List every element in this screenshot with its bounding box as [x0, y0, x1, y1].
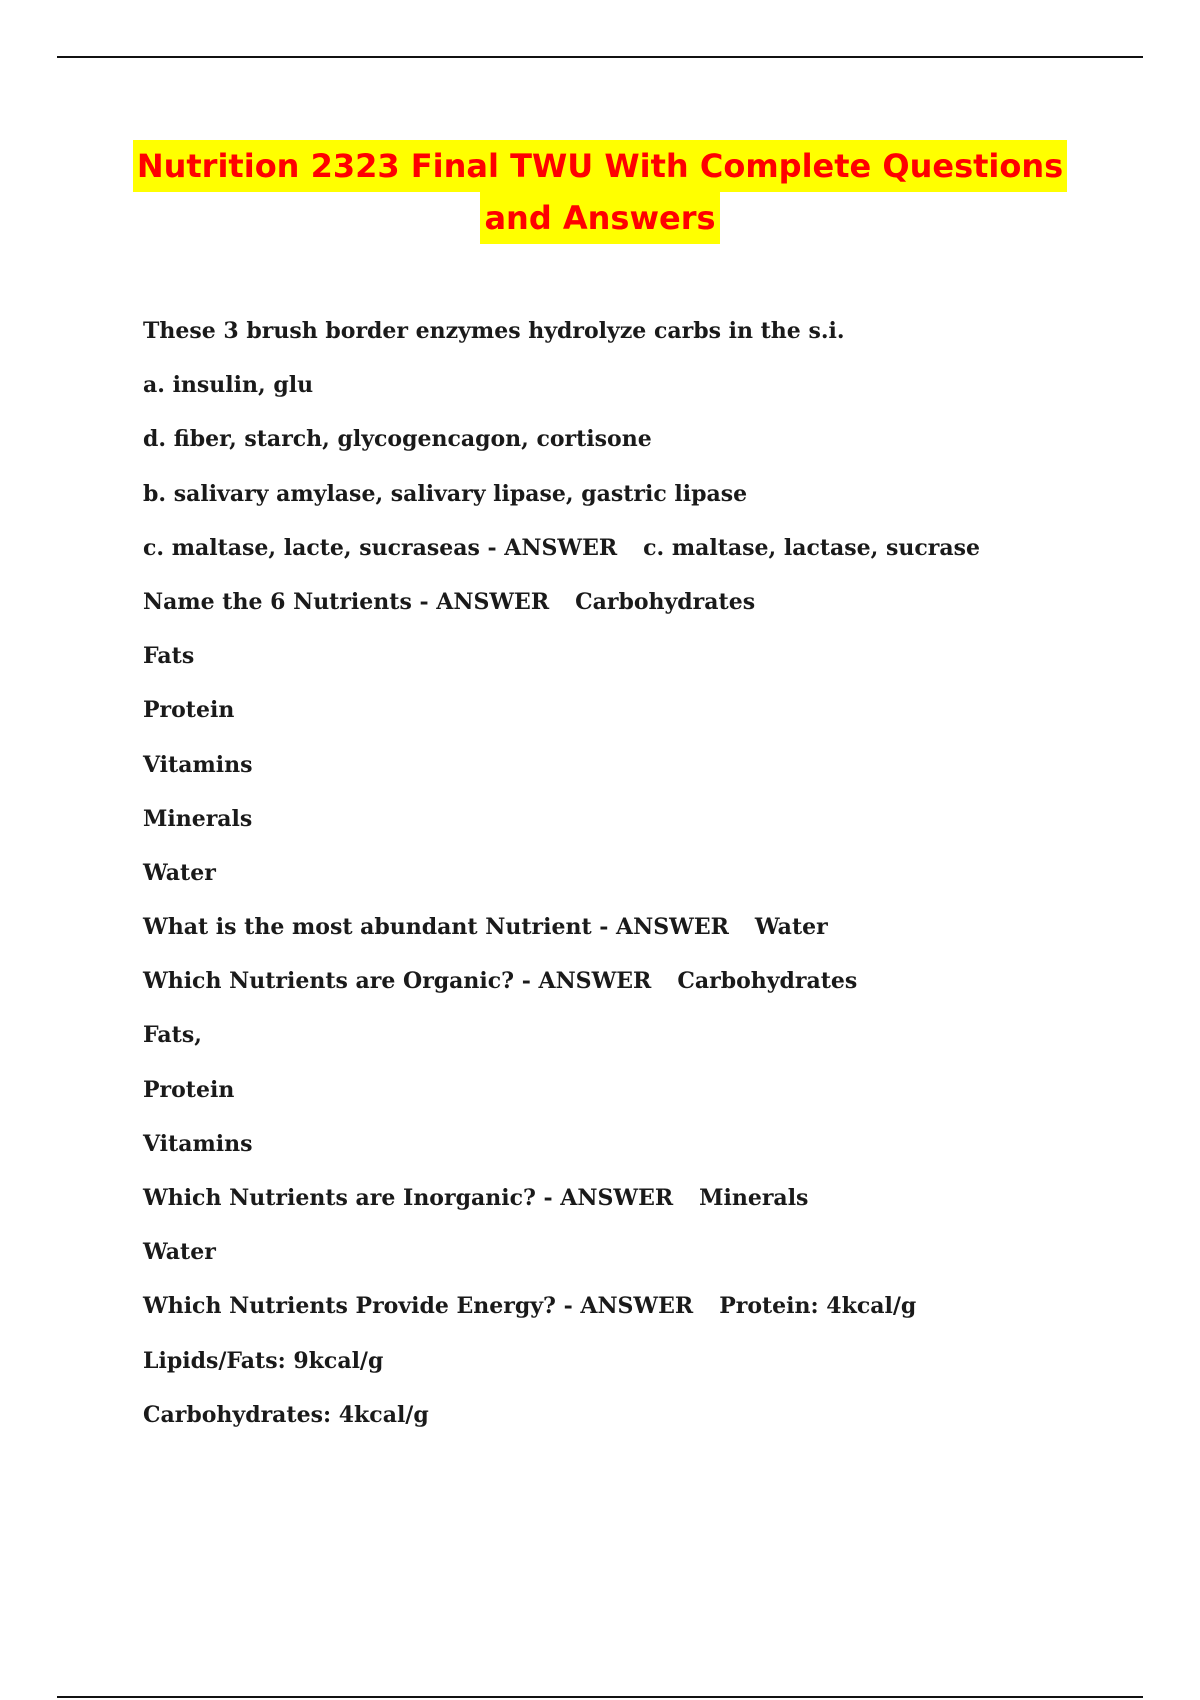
qa-line [143, 858, 1103, 912]
qa-list [143, 316, 1103, 1454]
qa-text: c. maltase, lacte, sucraseas - ANSWER [143, 534, 618, 561]
qa-line [143, 370, 1103, 424]
qa-line [143, 1075, 1103, 1129]
qa-text: Fats [143, 643, 195, 670]
title-line-2: and Answers [480, 192, 719, 244]
qa-line [143, 966, 1103, 1020]
qa-text: b. salivary amylase, salivary lipase, gastric lipase [143, 480, 748, 507]
qa-text: Vitamins [143, 751, 253, 778]
qa-line [143, 912, 1103, 966]
qa-line [143, 1129, 1103, 1183]
title-line-1: Nutrition 2323 Final TWU With Complete Questions [133, 140, 1067, 192]
qa-text: Name the 6 Nutrients - ANSWER [143, 588, 550, 615]
qa-text: Minerals [143, 805, 253, 832]
qa-line [143, 804, 1103, 858]
qa-line [143, 1183, 1103, 1237]
qa-line [143, 1237, 1103, 1291]
qa-line [143, 587, 1103, 641]
qa-answer: Protein: 4kcal/g [719, 1293, 917, 1320]
qa-answer: Minerals [699, 1185, 809, 1211]
qa-answer: Carbohydrates [575, 588, 756, 615]
qa-text: Carbohydrates: 4kcal/g [143, 1401, 429, 1428]
qa-line [143, 695, 1103, 749]
qa-text: d. fiber, starch, glycogencagon, cortisone [143, 426, 652, 453]
qa-text: Which Nutrients Provide Energy? - ANSWER [143, 1293, 694, 1320]
qa-line [143, 1400, 1103, 1454]
qa-text: Fats, [143, 1022, 202, 1049]
qa-text: Lipids/Fats: 9kcal/g [143, 1347, 384, 1374]
qa-line [143, 1291, 1103, 1345]
qa-text: Vitamins [143, 1130, 253, 1157]
qa-text: These 3 brush border enzymes hydrolyze carbs in the s.i. [143, 318, 845, 344]
qa-text: What is the most abundant Nutrient - ANSWER [143, 914, 729, 941]
qa-line [143, 1346, 1103, 1400]
qa-text: Water [143, 1239, 216, 1266]
qa-line [143, 424, 1103, 478]
qa-text: Protein [143, 697, 235, 724]
qa-line [143, 316, 1103, 370]
qa-line [143, 750, 1103, 804]
qa-text: Which Nutrients are Inorganic? - ANSWER [143, 1185, 674, 1211]
top-rule [57, 56, 1143, 58]
document-title [0, 140, 1200, 244]
qa-line [143, 533, 1103, 587]
qa-line [143, 641, 1103, 695]
qa-answer: Water [754, 914, 828, 941]
qa-text: Protein [143, 1076, 235, 1103]
qa-line [143, 479, 1103, 533]
qa-text: a. insulin, glu [143, 372, 314, 399]
qa-answer: Carbohydrates [677, 968, 858, 995]
qa-answer: c. maltase, lactase, sucrase [643, 534, 980, 561]
bottom-rule [57, 1696, 1143, 1698]
qa-text: Water [143, 859, 216, 886]
qa-text: Which Nutrients are Organic? - ANSWER [143, 968, 652, 995]
qa-line [143, 1020, 1103, 1074]
